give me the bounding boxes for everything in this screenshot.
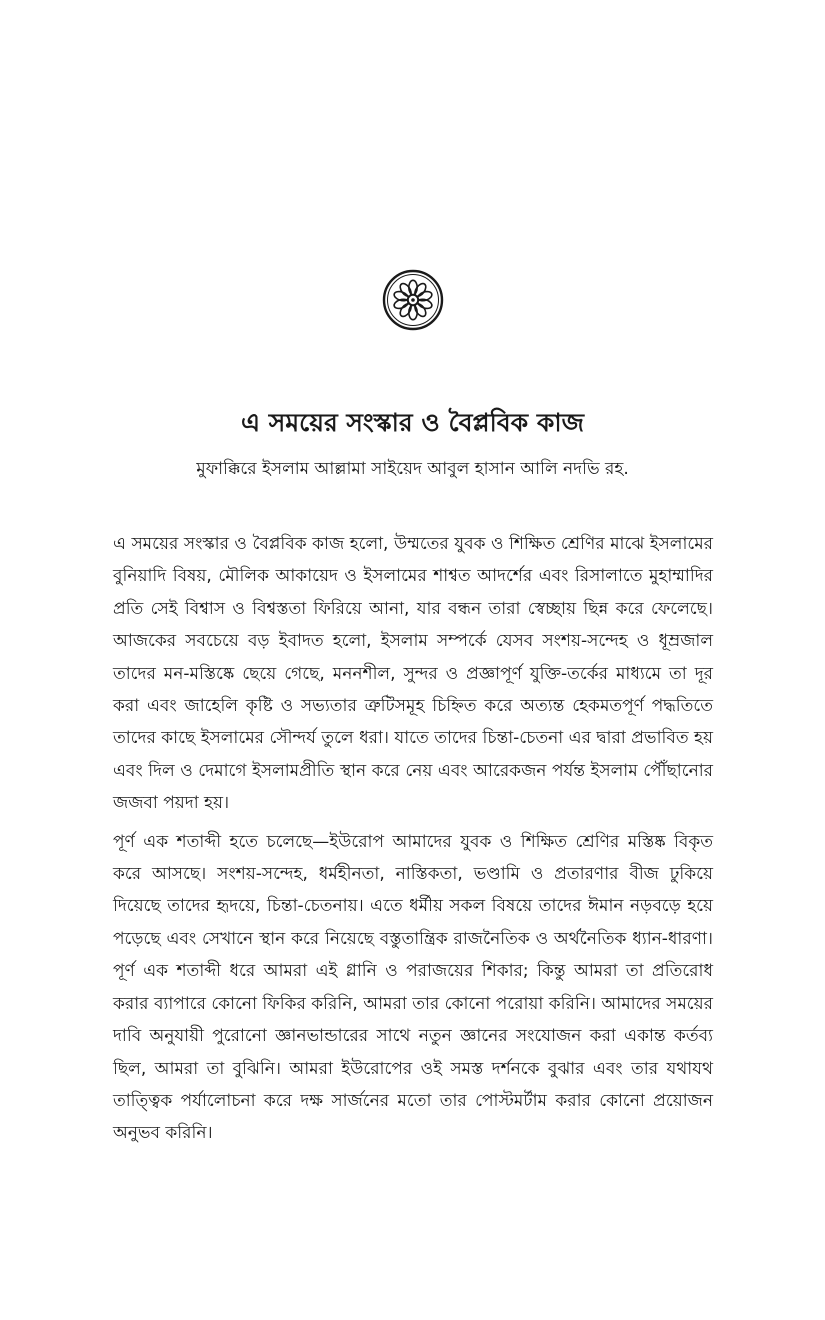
body-text [113,528,713,1156]
chapter-author: মুফাক্কিরে ইসলাম আল্লামা সাইয়েদ আবুল হাসান আলি নদভি রহ. [196,459,629,479]
flower-ornament-icon [382,269,444,331]
body-paragraph: পূর্ণ এক শতাব্দী হতে চলেছে—ইউরোপ আমাদের যুবক ও শিক্ষিত শ্রেণির মস্তিষ্ক বিকৃত করে আসছে। সংশয়-সন্দেহ, ধর্মহীনতা, নাস্তিকতা, ভণ্ডামি ও প্রতারণার বীজ ঢুকিয়ে দিয়েছে তাদের হৃদয়ে, চিন্তা-চেতনায়। এতে ধর্মীয় সকল বিষয়ে তাদের ঈমান নড়বড়ে হয়ে পড়েছে এবং সেখানে স্থান করে নিয়েছে বস্তুতান্ত্রিক রাজনৈতিক ও অর্থনৈতিক ধ্যান-ধারণা। পূর্ণ এক শতাব্দী ধরে আমরা এই গ্লানি ও পরাজয়ের শিকার; কিন্তু আমরা তা প্রতিরোধ করার ব্যাপারে কোনো ফিকির করিনি, আমরা তার কোনো পরোয়া করিনি। আমাদের সময়ের দাবি অনুযায়ী পুরোনো জ্ঞানভান্ডারের সাথে নতুন জ্ঞানের সংযোজন করা একান্ত কর্তব্য ছিল, আমরা তা বুঝিনি। আমরা ইউরোপের ওই সমস্ত দর্শনকে বুঝার এবং তার যথাযথ তাত্ত্বিক পর্যালোচনা করে দক্ষ সার্জনের মতো তার পোস্টমর্টাম করার কোনো প্রয়োজন অনুভব করিনি। [113,831,713,1144]
chapter-title: এ সময়ের সংস্কার ও বৈপ্লবিক কাজ [241,407,584,437]
body-paragraph: এ সময়ের সংস্কার ও বৈপ্লবিক কাজ হলো, উম্মতের যুবক ও শিক্ষিত শ্রেণির মাঝে ইসলামের বুনিয়াদি বিষয়, মৌলিক আকায়েদ ও ইসলামের শাশ্বত আদর্শের এবং রিসালাতে মুহাম্মাদির প্রতি সেই বিশ্বাস ও বিশ্বস্ততা ফিরিয়ে আনা, যার বন্ধন তারা স্বেচ্ছায় ছিন্ন করে ফেলেছে। আজকের সবচেয়ে বড় ইবাদত হলো, ইসলাম সম্পর্কে যেসব সংশয়-সন্দেহ ও ধূম্রজাল তাদের মন-মস্তিষ্কে ছেয়ে গেছে, মননশীল, সুন্দর ও প্রজ্ঞাপূর্ণ যুক্তি-তর্কের মাধ্যমে তা দূর করা এবং জাহেলি কৃষ্টি ও সভ্যতার ত্রুটিসমূহ চিহ্নিত করে অত্যন্ত হেকমতপূর্ণ পদ্ধতিতে তাদের কাছে ইসলামের সৌন্দর্য তুলে ধরা। যাতে তাদের চিন্তা-চেতনা এর দ্বারা প্রভাবিত হয় এবং দিল ও দেমাগে ইসলামপ্রীতি স্থান করে নেয় এবং আরেকজন পর্যন্ত ইসলাম পৌঁছানোর জজবা পয়দা হয়। [113,534,713,814]
